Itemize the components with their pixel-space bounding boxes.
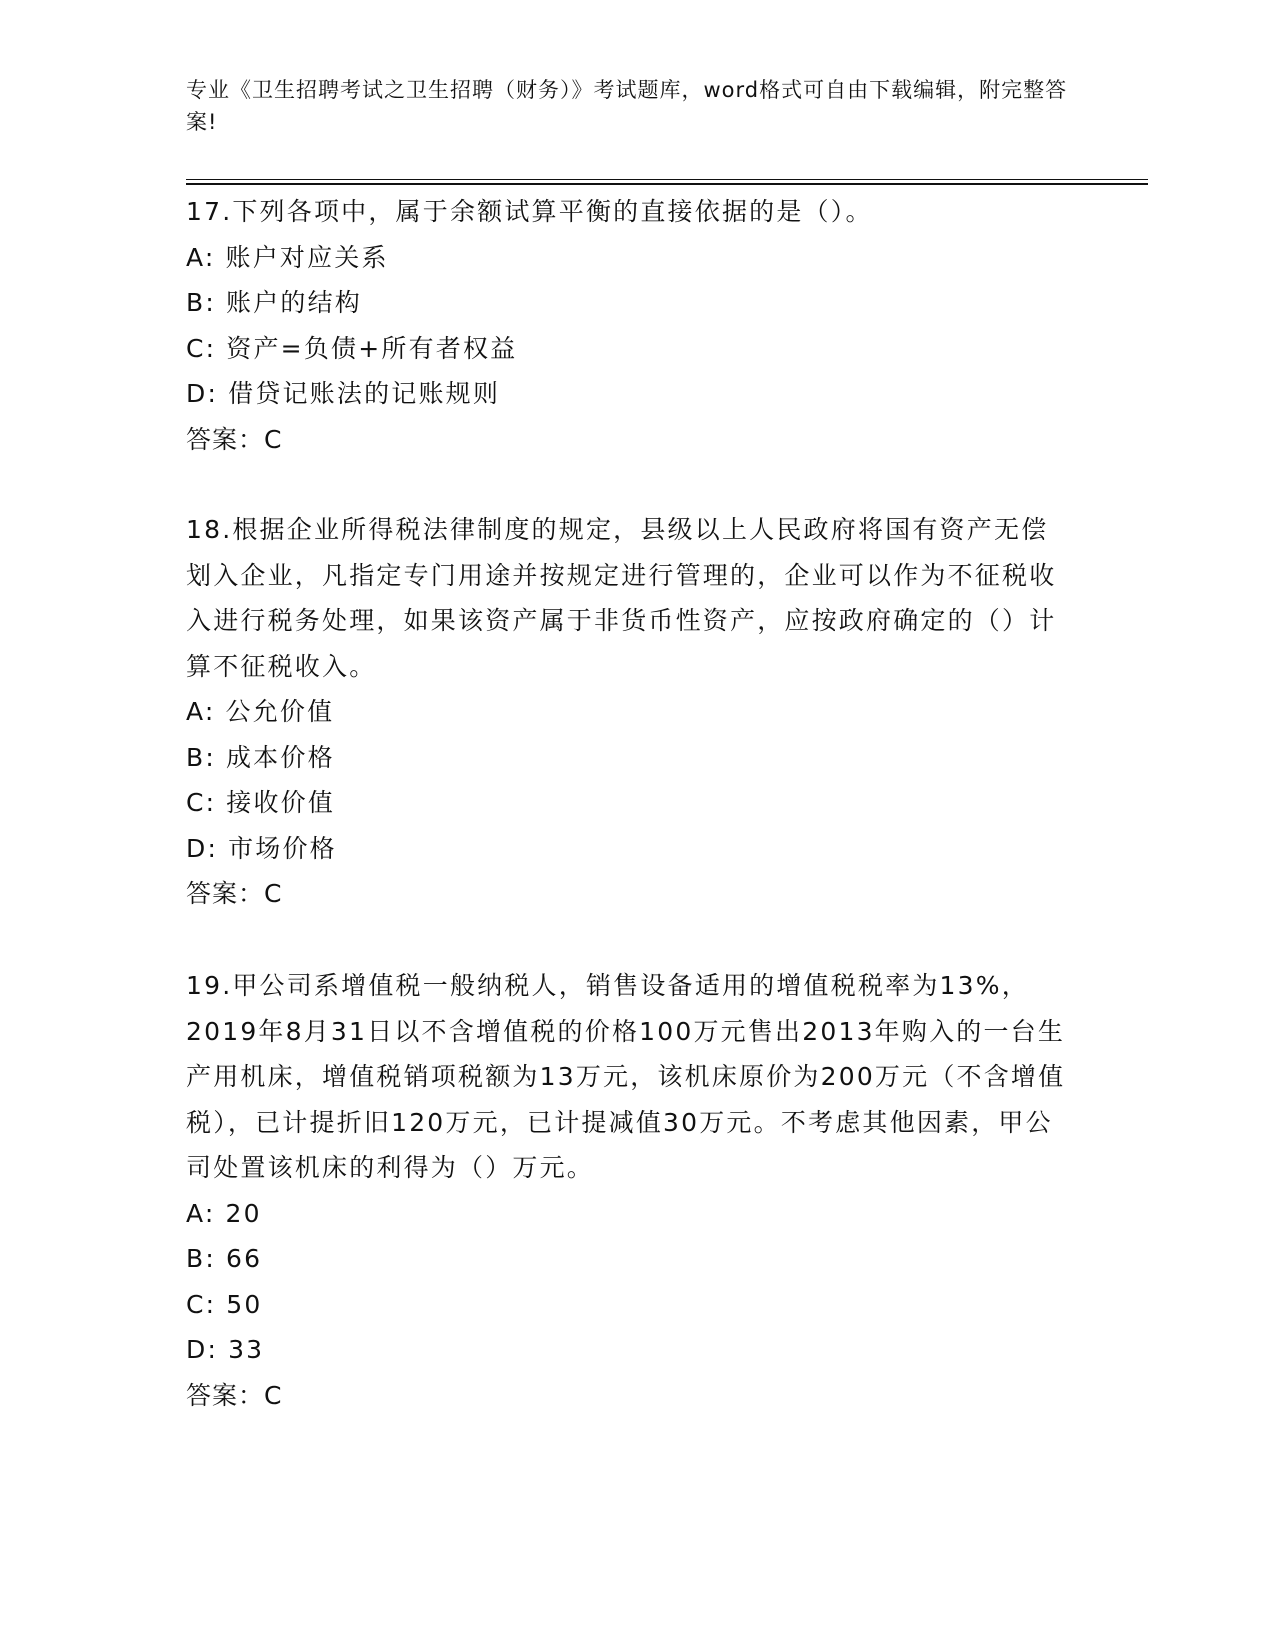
option-c xyxy=(186,1282,1066,1328)
option-separator: : xyxy=(207,1335,219,1364)
option-text: 50 xyxy=(226,1289,263,1319)
option-list xyxy=(186,1191,1066,1373)
option-a xyxy=(186,235,1066,281)
answer-line: 答案：C xyxy=(186,879,283,908)
question-19 xyxy=(186,963,1066,1418)
option-key: A xyxy=(186,242,205,272)
header-divider xyxy=(186,179,1148,180)
option-d xyxy=(186,1327,1066,1373)
option-separator: : xyxy=(205,742,216,772)
option-b xyxy=(186,280,1066,326)
option-key: C xyxy=(186,788,206,817)
document-header: 专业《卫生招聘考试之卫生招聘（财务）》考试题库，word格式可自由下载编辑，附完整答案! xyxy=(186,78,1068,134)
option-text: 成本价格 xyxy=(225,742,335,772)
option-text: 账户对应关系 xyxy=(225,242,389,272)
option-separator: : xyxy=(204,697,216,726)
option-text: 20 xyxy=(225,1198,262,1228)
option-key: D xyxy=(186,833,208,863)
option-separator: : xyxy=(205,333,217,363)
option-key: C xyxy=(186,333,206,363)
option-separator: : xyxy=(204,1198,216,1228)
option-key: D xyxy=(186,1335,208,1364)
option-b xyxy=(186,735,1066,781)
option-text: 资产=负债+所有者权益 xyxy=(226,333,518,363)
option-text: 账户的结构 xyxy=(225,288,362,317)
option-text: 33 xyxy=(228,1335,265,1364)
option-list xyxy=(186,235,1066,417)
option-separator: : xyxy=(207,833,219,863)
option-separator: : xyxy=(205,1289,217,1319)
answer-line: 答案：C xyxy=(186,1380,283,1410)
option-key: A xyxy=(186,697,205,726)
answer-line: 答案：C xyxy=(186,424,283,454)
option-d xyxy=(186,826,1066,872)
option-d xyxy=(186,371,1066,417)
question-18 xyxy=(186,507,1066,917)
option-separator: : xyxy=(204,242,216,272)
question-text: 18.根据企业所得税法律制度的规定，县级以上人民政府将国有资产无偿划入企业，凡指定专门用途并按规定进行管理的，企业可以作为不征税收入进行税务处理，如果该资产属于非货币性资产，应按政府确定的（）计算不征税收入。 xyxy=(186,515,1057,681)
option-separator: : xyxy=(205,1244,216,1273)
option-key: A xyxy=(186,1198,205,1228)
option-a xyxy=(186,689,1066,735)
option-key: C xyxy=(186,1289,206,1319)
option-c xyxy=(186,780,1066,826)
question-text: 19.甲公司系增值税一般纳税人，销售设备适用的增值税税率为13%，2019年8月31日以不含增值税的价格100万元售出2013年购入的一台生产用机床，增值税销项税额为13万元，该机床原价为200万元（不含增值税），已计提折旧120万元，已计提减值30万元。不考虑其他因素，甲公司处置该机床的利得为（）万元。 xyxy=(186,971,1066,1182)
option-text: 公允价值 xyxy=(225,697,335,726)
option-text: 66 xyxy=(225,1244,263,1273)
option-b xyxy=(186,1236,1066,1282)
header-divider-thick xyxy=(186,183,1148,185)
option-list xyxy=(186,689,1066,871)
option-key: B xyxy=(186,288,206,317)
option-key: B xyxy=(186,742,206,772)
option-a xyxy=(186,1191,1066,1237)
question-17 xyxy=(186,189,1066,462)
option-separator: : xyxy=(205,788,217,817)
option-separator: : xyxy=(207,379,219,408)
option-separator: : xyxy=(205,288,216,317)
question-text: 17.下列各项中，属于余额试算平衡的直接依据的是（）。 xyxy=(186,197,873,226)
option-c xyxy=(186,326,1066,372)
option-text: 接收价值 xyxy=(226,788,336,817)
option-key: D xyxy=(186,379,208,408)
option-text: 市场价格 xyxy=(228,833,337,863)
option-text: 借贷记账法的记账规则 xyxy=(228,379,501,408)
option-key: B xyxy=(186,1244,206,1273)
